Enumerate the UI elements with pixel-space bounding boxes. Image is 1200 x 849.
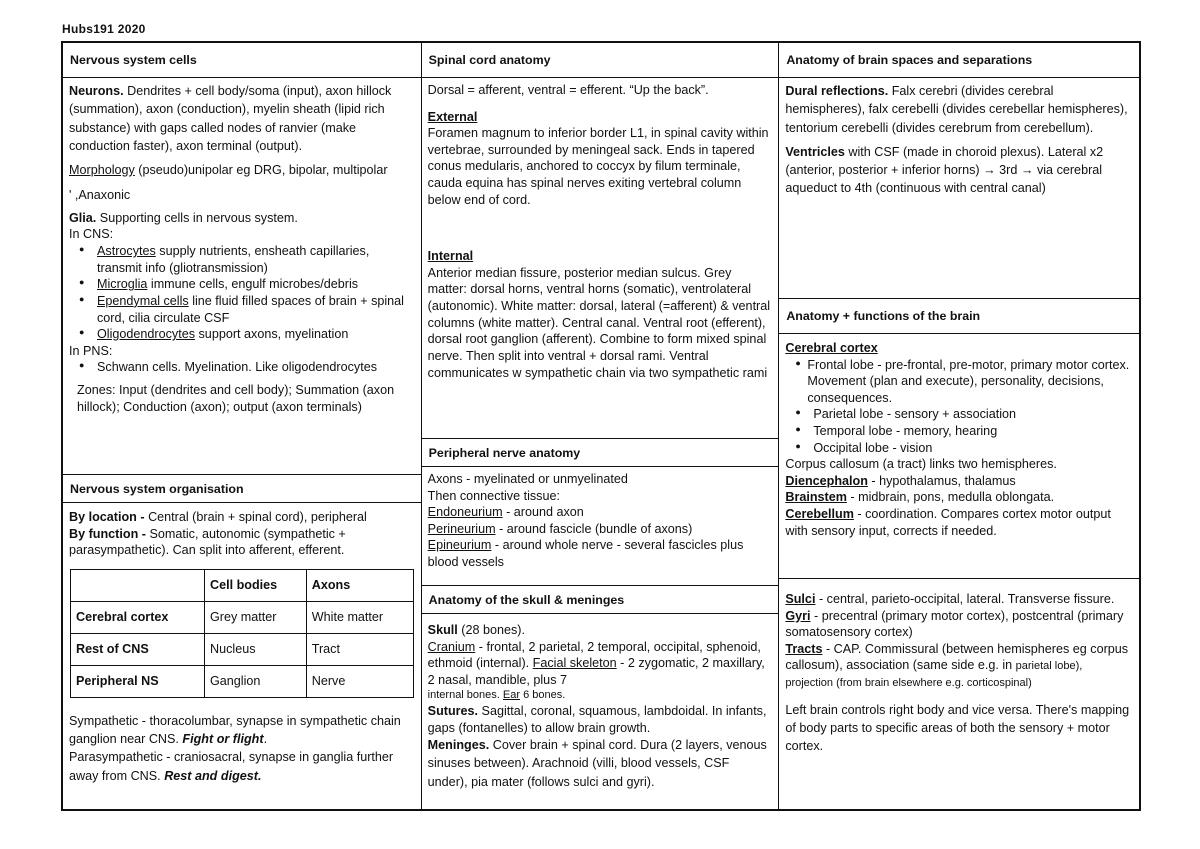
cranium-line: Cranium - frontal, 2 parietal, 2 temporal, occipital, sphenoid, ethmoid (internal). Facial skeleton - 2 zygomatic, 2 maxillary, 2 nasal, mandible, plus 7 bbox=[427, 639, 765, 687]
epineurium-line: Epineurium - around whole nerve - several fascicles plus blood vessels bbox=[427, 538, 744, 570]
section-autonomic-divisions bbox=[63, 698, 421, 785]
tracts-line: Tracts - CAP. Commissural (between hemispheres eg corpus callosum), association (same side e.g. in parietal lobe), projection (from brain elsewhere e.g. corticospinal) bbox=[785, 641, 1129, 690]
header-skull-meninges: Anatomy of the skull & meninges bbox=[422, 586, 779, 614]
section-peripheral-nerve-anatomy bbox=[422, 467, 779, 585]
header-brain-functions: Anatomy + functions of the brain bbox=[779, 299, 1139, 334]
dural-reflections-paragraph: Dural reflections. Falx cerebri (divides cerebral hemispheres), falx cerebelli (divides cerebellar hemispheres), tentorium cerebelli (divides cerebrum from cerebellum). bbox=[785, 84, 1128, 135]
ear-line: internal bones. Ear 6 bones. bbox=[427, 689, 566, 702]
external-label: External bbox=[427, 109, 478, 124]
perineurium-line: Perineurium - around fascicle (bundle of axons) bbox=[427, 521, 693, 536]
dorsal-ventral-line: Dorsal = afferent, ventral = efferent. “Up the back”. bbox=[427, 83, 709, 97]
gyri-line: Gyri - precentral (primary motor cortex), postcentral (primary somatosensory cortex) bbox=[785, 608, 1124, 640]
column-1 bbox=[63, 43, 422, 809]
parasympathetic-paragraph: Parasympathetic - craniosacral, synapse in ganglia further away from CNS. Rest and digest. bbox=[69, 750, 394, 783]
axons-line: Axons - myelinated or unmyelinated bbox=[427, 472, 628, 486]
glia-paragraph: Glia. Supporting cells in nervous system. bbox=[69, 210, 298, 225]
in-pns-label: In PNS: bbox=[69, 343, 113, 358]
list-item: ● Temporal lobe - memory, hearing bbox=[785, 423, 1133, 440]
diencephalon-line: Diencephalon - hypothalamus, thalamus bbox=[785, 473, 1016, 488]
header-brain-spaces: Anatomy of brain spaces and separations bbox=[779, 43, 1139, 78]
brainstem-line: Brainstem - midbrain, pons, medulla oblongata. bbox=[785, 490, 1055, 505]
zones-paragraph: Zones: Input (dendrites and cell body); Summation (axon hillock); Conduction (axon); output (axon terminals) bbox=[77, 382, 395, 414]
lobes-list bbox=[785, 357, 1133, 457]
section-nervous-system-cells bbox=[63, 78, 421, 474]
section-brain-functions bbox=[779, 334, 1139, 578]
cerebellum-line: Cerebellum - coordination. Compares cortex motor output with sensory input, corrects if needed. bbox=[785, 507, 1111, 538]
matter-comparison-table bbox=[70, 569, 414, 698]
column-3 bbox=[779, 43, 1139, 809]
section-brain-structures bbox=[779, 579, 1139, 755]
header-spinal-cord-anatomy: Spinal cord anatomy bbox=[422, 43, 779, 78]
skull-line: Skull (28 bones). bbox=[427, 623, 525, 637]
ventricles-paragraph: Ventricles with CSF (made in choroid plexus). Lateral x2 (anterior, posterior + inferior horns) → 3rd → via cerebral aqueduct to 4th (continuous with central canal) bbox=[785, 144, 1104, 196]
notes-sheet bbox=[61, 41, 1141, 811]
header-nervous-system-cells: Nervous system cells bbox=[63, 43, 421, 78]
cerebral-cortex-label: Cerebral cortex bbox=[785, 341, 878, 355]
sympathetic-paragraph: Sympathetic - thoracolumbar, synapse in sympathetic chain ganglion near CNS. Fight or flight. bbox=[69, 713, 401, 747]
section-brain-spaces bbox=[779, 78, 1139, 298]
in-cns-label: In CNS: bbox=[69, 227, 114, 242]
by-function-line: By function - Somatic, autonomic (sympathetic + parasympathetic). Can split into afferent, efferent. bbox=[69, 526, 346, 558]
meninges-line: Meninges. Cover brain + spinal cord. Dura (2 layers, venous sinuses between). Arachnoid (villi, blood vessels, CSF under), pia mater (follows sulci and gyri). bbox=[427, 738, 767, 789]
list-item: ● Schwann cells. Myelination. Like oligodendrocytes bbox=[69, 359, 415, 376]
header-peripheral-nerve-anatomy: Peripheral nerve anatomy bbox=[422, 439, 779, 467]
external-paragraph: Foramen magnum to inferior border L1, in spinal cavity within vertebrae, surrounded by meningeal sack. Ends in tapered conus medularis, anchored to coccyx by filum terminale, cauda equina has spinal nerves exiting vertebral column below end of cord. bbox=[427, 126, 769, 207]
document-title: Hubs191 2020 bbox=[62, 22, 146, 36]
endoneurium-line: Endoneurium - around axon bbox=[427, 505, 584, 520]
table-row: Cerebral cortex Grey matter White matter bbox=[71, 601, 414, 633]
section-skull-meninges bbox=[422, 614, 779, 791]
corpus-callosum-line: Corpus callosum (a tract) links two hemispheres. bbox=[785, 457, 1057, 472]
table-row: Cell bodies Axons bbox=[71, 569, 414, 601]
internal-paragraph: Anterior median fissure, posterior median sulcus. Grey matter: dorsal horns, ventral horns (somatic), ventrolateral (autonomic). White matter: dorsal, lateral (=afferent) & ventral columns (white matter). Central canal. Ventral root (efferent), dorsal root ganglion (afferent). Combine to form mixed spinal nerve. Then split into ventral + dorsal rami. Ventral communicates w sympathetic chain via two sympathetic rami bbox=[427, 265, 771, 380]
list-item: ● Astrocytes supply nutrients, ensheath capillaries, transmit info (gliotransmission) bbox=[69, 243, 415, 276]
header-nervous-system-organisation: Nervous system organisation bbox=[63, 475, 421, 503]
section-nervous-system-organisation bbox=[63, 503, 421, 559]
morphology-paragraph: Morphology (pseudo)unipolar eg DRG, bipolar, multipolar bbox=[69, 163, 388, 177]
cns-glia-list bbox=[69, 243, 415, 343]
left-brain-paragraph: Left brain controls right body and vice versa. There's mapping of body parts to specific areas of both the sensory + motor cortex. bbox=[785, 702, 1130, 754]
list-item: ● Microglia immune cells, engulf microbes/debris bbox=[69, 276, 415, 293]
by-location-line: By location - Central (brain + spinal cord), peripheral bbox=[69, 510, 367, 524]
sutures-line: Sutures. Sagittal, coronal, squamous, lambdoidal. In infants, gaps (fontanelles) to allow brain growth. bbox=[427, 703, 767, 735]
column-2 bbox=[422, 43, 780, 809]
internal-label: Internal bbox=[427, 249, 474, 264]
sulci-line: Sulci - central, parieto-occipital, lateral. Transverse fissure. bbox=[785, 592, 1115, 606]
list-item: ● Ependymal cells line fluid filled spaces of brain + spinal cord, cilia circulate CSF bbox=[69, 293, 415, 326]
list-item: ● Occipital lobe - vision bbox=[785, 440, 1133, 457]
connective-line: Then connective tissue: bbox=[427, 488, 560, 503]
neurons-paragraph: Neurons. Dendrites + cell body/soma (input), axon hillock (summation), axon (conduction), myelin sheath (lipid rich substance) with gaps called nodes of ranvier (make conduction faster), axon terminal (output). bbox=[69, 84, 392, 153]
pns-glia-list bbox=[69, 359, 415, 376]
table-row: Rest of CNS Nucleus Tract bbox=[71, 633, 414, 665]
anaxonic-line: ' ,Anaxonic bbox=[69, 188, 131, 203]
list-item: ● Frontal lobe - pre-frontal, pre-motor, primary motor cortex. Movement (plan and execute), personality, decisions, consequences. bbox=[785, 357, 1133, 407]
list-item: ● Oligodendrocytes support axons, myelination bbox=[69, 326, 415, 343]
section-spinal-cord-anatomy bbox=[422, 78, 779, 438]
list-item: ● Parietal lobe - sensory + association bbox=[785, 406, 1133, 423]
table-row: Peripheral NS Ganglion Nerve bbox=[71, 665, 414, 697]
